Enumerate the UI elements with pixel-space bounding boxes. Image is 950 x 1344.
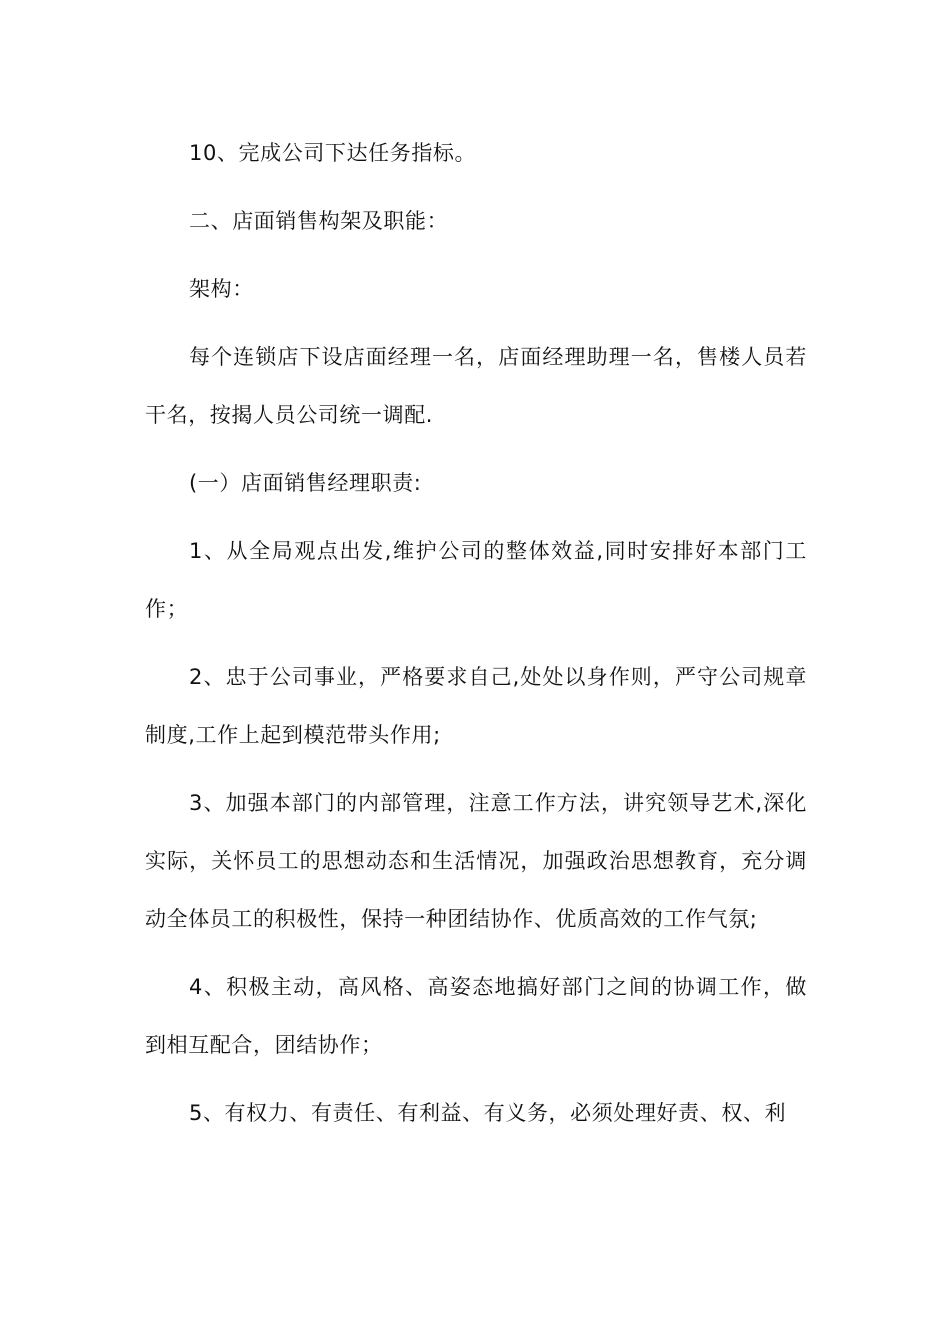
subheading-structure: 架构： xyxy=(189,277,254,301)
paragraph-duty-4: 4、积极主动，高风格、高姿态地搞好部门之间的协调工作，做到相互配合，团结协作； xyxy=(145,975,807,1057)
document-body xyxy=(145,124,807,1152)
subheading-store-sales-manager-duties: (一）店面销售经理职责: xyxy=(189,471,422,495)
paragraph-structure-description: 每个连锁店下设店面经理一名，店面经理助理一名，售楼人员若干名，按揭人员公司统一调配. xyxy=(145,345,807,427)
paragraph-duty-3: 3、加强本部门的内部管理，注意工作方法，讲究领导艺术,深化实际，关怀员工的思想动态和生活情况，加强政治思想教育，充分调动全体员工的积极性，保持一种团结协作、优质高效的工作气氛; xyxy=(145,791,807,931)
paragraph-duty-1: 1、从全局观点出发,维护公司的整体效益,同时安排好本部门工作； xyxy=(145,539,807,621)
paragraph-item-10: 10、完成公司下达任务指标。 xyxy=(189,141,477,165)
section-heading-store-sales-structure: 二、店面销售构架及职能： xyxy=(189,209,449,233)
paragraph-duty-2: 2、忠于公司事业，严格要求自己,处处以身作则，严守公司规章制度,工作上起到模范带头作用; xyxy=(145,665,807,747)
paragraph-duty-5: 5、有权力、有责任、有利益、有义务，必须处理好责、权、利 xyxy=(189,1101,787,1125)
